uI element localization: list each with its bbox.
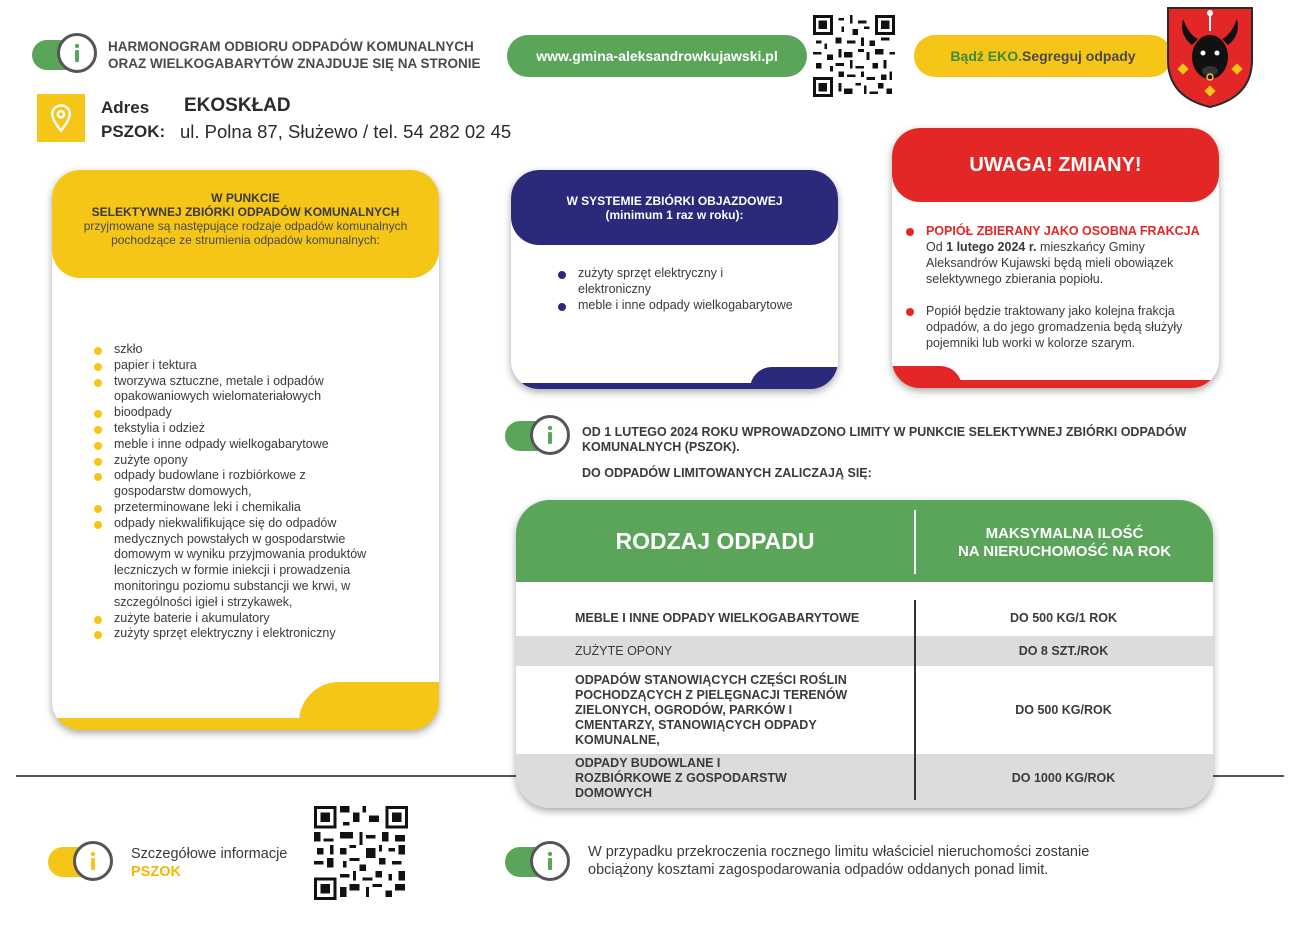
list-item: meble i inne odpady wielkogabarytowe bbox=[556, 298, 816, 314]
column-header-max-amount: MAKSYMALNA ILOŚĆ NA NIERUCHOMOŚĆ NA ROK bbox=[957, 525, 1172, 560]
details-info: Szczegółowe informacje PSZOK bbox=[131, 846, 288, 880]
list-item: meble i inne odpady wielkogabarytowe bbox=[92, 437, 392, 453]
limits-intro: OD 1 LUTEGO 2024 ROKU WPROWADZONO LIMITY W PUNKCIE SELEKTYWNEJ ZBIÓRKI ODPADÓW KOMUNALNYCH (PSZOK). bbox=[582, 425, 1187, 454]
table-row bbox=[516, 600, 1213, 636]
limit-cell: DO 1000 KG/ROK bbox=[1011, 771, 1116, 785]
waste-type-cell: ZUŻYTE OPONY bbox=[575, 643, 673, 658]
table-row bbox=[516, 754, 1213, 808]
list-item: bioodpady bbox=[92, 405, 392, 421]
waste-type-cell: ODPADÓW STANOWIĄCYCH CZĘŚCI ROŚLIN POCHODZĄCYCH Z PIELĘGNACJI TERENÓW ZIELONYCH, OGRODÓW, PARKÓW I CMENTARZY, STANOWIĄCYCH ODPADY KOMUNALNE, bbox=[575, 672, 848, 747]
mobile-waste-list bbox=[556, 266, 816, 313]
website-qr-code[interactable] bbox=[813, 15, 895, 97]
limits-table bbox=[516, 500, 1213, 808]
coat-of-arms-logo bbox=[1165, 5, 1255, 109]
list-item: tekstylia i odzież bbox=[92, 421, 392, 437]
limit-cell: DO 500 KG/1 ROK bbox=[1010, 611, 1117, 625]
limits-subtitle: DO ODPADÓW LIMITOWANYCH ZALICZAJĄ SIĘ: bbox=[582, 466, 872, 480]
address-label: Adres PSZOK: bbox=[101, 98, 166, 141]
notice-title: UWAGA! ZMIANY! bbox=[969, 153, 1142, 176]
notice-card-header bbox=[892, 128, 1219, 202]
mobile-collection-card bbox=[511, 170, 838, 389]
column-header-waste-type: RODZAJ ODPADU bbox=[615, 527, 815, 554]
list-item: zużyty sprzęt elektryczny i elektroniczny bbox=[92, 626, 392, 642]
notice-list bbox=[904, 223, 1204, 351]
waste-type-cell: ODPADY BUDOWLANE I ROZBIÓRKOWE Z GOSPODARSTW DOMOWYCH bbox=[575, 755, 787, 800]
schedule-info: HARMONOGRAM ODBIORU ODPADÓW KOMUNALNYCH ORAZ WIELKOGABARYTÓW ZNAJDUJE SIĘ NA STRONIE bbox=[108, 39, 481, 71]
list-item: szkło bbox=[92, 342, 392, 358]
column-separator bbox=[914, 600, 916, 800]
list-item: Popiół będzie traktowany jako kolejna frakcja odpadów, a do jego gromadzenia będą służyły pojemniki lub worki w kolorze szarym. bbox=[904, 303, 1204, 351]
pszok-qr-code[interactable] bbox=[314, 806, 408, 900]
list-item: przeterminowane leki i chemikalia bbox=[92, 500, 392, 516]
limit-cell: DO 8 SZT./ROK bbox=[1018, 644, 1109, 658]
eko-slogan: Bądź EKO. Segreguj odpady bbox=[914, 35, 1172, 77]
card-bottom-corner bbox=[750, 367, 838, 389]
list-item: odpady budowlane i rozbiórkowe z gospodarstw domowych, bbox=[92, 468, 392, 500]
card-bottom-corner bbox=[299, 682, 439, 730]
list-item: zużyty sprzęt elektryczny i elektroniczny bbox=[556, 266, 816, 298]
table-row bbox=[516, 636, 1213, 666]
limit-cell: DO 500 KG/ROK bbox=[1015, 703, 1112, 717]
list-item: tworzywa sztuczne, metale i odpadów opakowaniowych wielomateriałowych bbox=[92, 374, 392, 406]
info-icon bbox=[530, 841, 570, 881]
address-details: ul. Polna 87, Służewo / tel. 54 282 02 45 bbox=[180, 121, 512, 142]
limit-penalty-note: W przypadku przekroczenia rocznego limitu właściciel nieruchomości zostanie obciążony kosztami zagospodarowania odpadów oddanych ponad limit. bbox=[588, 844, 1090, 878]
list-item: POPIÓŁ ZBIERANY JAKO OSOBNA FRAKCJA Od 1 lutego 2024 r. mieszkańcy Gminy Aleksandrów Kujawski będą mieli obowiązek selektywnego zbierania popiołu. bbox=[904, 223, 1204, 287]
location-pin-icon bbox=[37, 94, 85, 142]
table-header bbox=[516, 500, 1213, 582]
info-icon bbox=[73, 841, 113, 881]
card-bottom-corner bbox=[892, 366, 962, 388]
list-item: papier i tektura bbox=[92, 358, 392, 374]
list-item: odpady niekwalifikujące się do odpadów medycznych powstałych w gospodarstwie domowym w wyniku przyjmowania produktów leczniczych w formie iniekcji i prowadzenia monitoringu poziomu substancji we krwi, w szczególności igieł i strzykawek, bbox=[92, 516, 392, 611]
pszok-card-header: W PUNKCIE SELEKTYWNEJ ZBIÓRKI ODPADÓW KOMUNALNYCH przyjmowane są następujące rodzaje odpadów komunalnych pochodzące ze strumienia odpadów komunalnych: bbox=[52, 170, 439, 278]
list-item: zużyte baterie i akumulatory bbox=[92, 611, 392, 627]
pszok-card bbox=[52, 170, 439, 730]
changes-notice-card bbox=[892, 128, 1219, 388]
info-icon bbox=[530, 415, 570, 455]
list-item: zużyte opony bbox=[92, 453, 392, 469]
table-row bbox=[516, 666, 1213, 754]
address-name: EKOSKŁAD bbox=[184, 95, 291, 116]
website-link[interactable]: www.gmina-aleksandrowkujawski.pl bbox=[507, 35, 807, 77]
info-icon bbox=[57, 33, 97, 73]
pszok-waste-list bbox=[92, 342, 392, 642]
waste-type-cell: MEBLE I INNE ODPADY WIELKOGABARYTOWE bbox=[575, 610, 860, 625]
mobile-card-header: W SYSTEMIE ZBIÓRKI OBJAZDOWEJ (minimum 1 raz w roku): bbox=[511, 170, 838, 245]
